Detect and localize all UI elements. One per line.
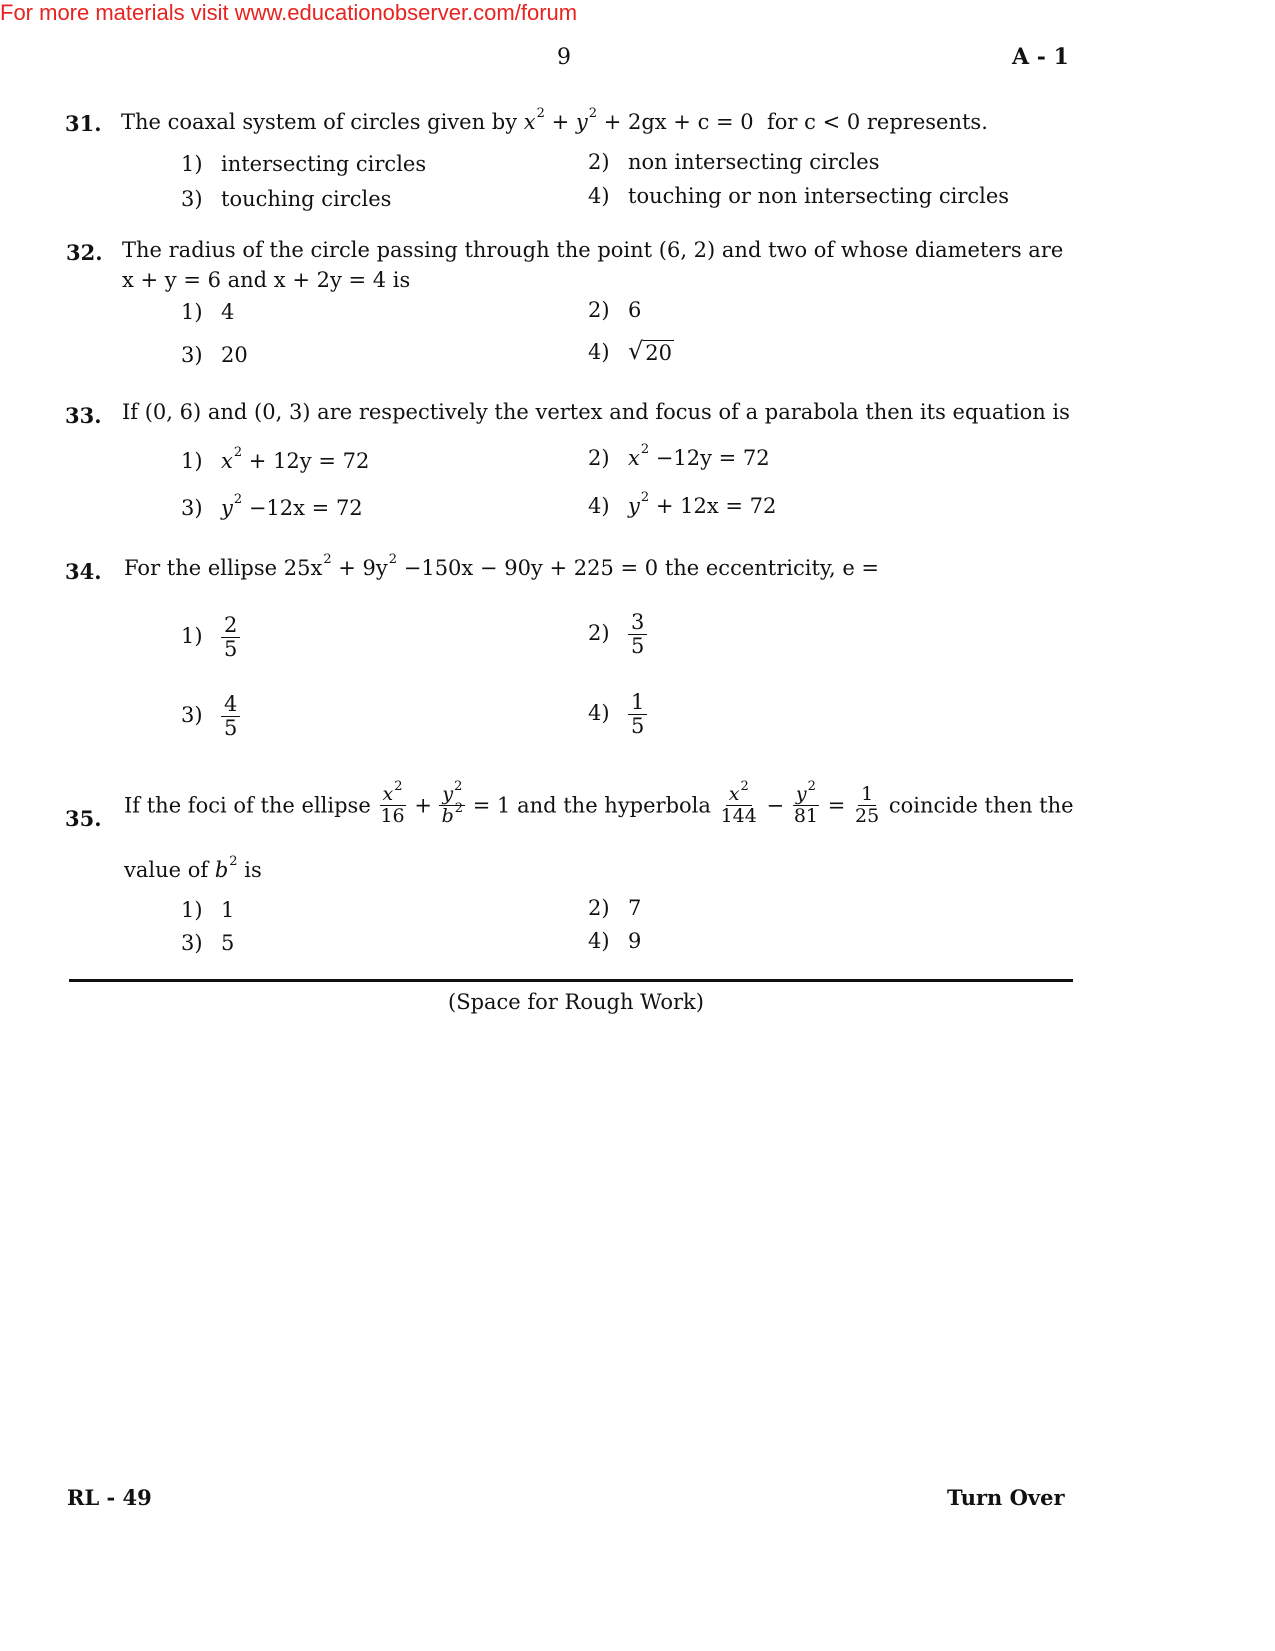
question-32-text-line-1: The radius of the circle passing through the point (6, 2) and two of whose diameters are xyxy=(122,238,1064,262)
question-35-option-4: 4) 9 xyxy=(588,929,642,953)
fraction: $\frac{3}{5}$ xyxy=(628,611,647,658)
section-divider xyxy=(69,979,1073,982)
ellipse-x-term: $\frac{x^2}{16}$ xyxy=(380,779,405,827)
question-35-text-line-1: If the foci of the ellipse $\frac{x^2}{16}$ + $\frac{y^2}{b^2}$ = 1 and the hyperbola $\frac{x^2}{144}$ − $\frac{y^2}{81}$ = $\frac{1}{25}$ coincide then the xyxy=(124,779,1074,827)
footer-booklet-code: RL - 49 xyxy=(67,1485,152,1510)
question-34-option-1: 1) $\frac{2}{5}$ xyxy=(181,614,240,661)
fraction: $\frac{2}{5}$ xyxy=(221,614,240,661)
question-33-option-2: 2) $x^2 -12y = 72$ xyxy=(588,442,770,470)
question-31-number: 31. xyxy=(65,111,102,136)
question-35-option-3: 3) 5 xyxy=(181,931,235,955)
question-35-number: 35. xyxy=(65,806,102,831)
footer-turn-over: Turn Over xyxy=(947,1485,1065,1510)
question-32-option-4: 4) √ 20 xyxy=(588,337,673,365)
question-34-option-2: 2) $\frac{3}{5}$ xyxy=(588,611,647,658)
question-32-option-3: 3) 20 xyxy=(181,343,248,367)
fraction: $\frac{4}{5}$ xyxy=(221,693,240,740)
source-banner[interactable]: For more materials visit www.educationobserver.com/forum xyxy=(0,0,578,25)
question-31-option-1: 1) intersecting circles xyxy=(181,152,427,176)
question-35-option-1: 1) 1 xyxy=(181,898,235,922)
question-33-option-4: 4) $y^2 + 12x = 72$ xyxy=(588,490,777,518)
question-34-text: For the ellipse $25x^2 + 9y^2 -150x - 90y + 225 = 0$ the eccentricity, e = xyxy=(124,552,880,580)
fraction: $\frac{1}{5}$ xyxy=(628,691,647,738)
ellipse-y-term: $\frac{y^2}{b^2}$ xyxy=(439,784,466,827)
hyperbola-rhs: $\frac{1}{25}$ xyxy=(855,783,880,827)
question-34-option-4: 4) $\frac{1}{5}$ xyxy=(588,691,647,738)
rough-work-label: (Space for Rough Work) xyxy=(448,990,704,1014)
question-35-text-line-2: value of $b^2$ is xyxy=(124,854,262,882)
question-32-option-1: 1) 4 xyxy=(181,300,235,324)
question-31-option-3: 3) touching circles xyxy=(181,187,392,211)
question-32-option-2: 2) 6 xyxy=(588,298,642,322)
question-32-text-line-2: x + y = 6 and x + 2y = 4 is xyxy=(122,268,411,292)
question-31-option-4: 4) touching or non intersecting circles xyxy=(588,184,1010,208)
question-32-number: 32. xyxy=(66,240,103,265)
question-33-option-3: 3) $y^2 -12x = 72$ xyxy=(181,492,363,520)
question-34-option-3: 3) $\frac{4}{5}$ xyxy=(181,693,240,740)
hyperbola-y-term: $\frac{y^2}{81}$ xyxy=(793,779,819,827)
question-33-number: 33. xyxy=(65,403,102,428)
square-root: √ 20 xyxy=(628,337,673,365)
hyperbola-x-term: $\frac{x^2}{144}$ xyxy=(720,779,757,827)
question-35-option-2: 2) 7 xyxy=(588,896,642,920)
question-34-number: 34. xyxy=(65,559,102,584)
question-33-text: If (0, 6) and (0, 3) are respectively the vertex and focus of a parabola then its equation is xyxy=(122,400,1070,424)
question-33-option-1: 1) $x^2 + 12y = 72$ xyxy=(181,445,370,473)
question-31-text: The coaxal system of circles given by $x^2 + y^2 + 2gx + c = 0$ for c < 0 represents. xyxy=(121,106,988,134)
page-number: 9 xyxy=(557,45,571,70)
paper-code: A - 1 xyxy=(1012,44,1069,70)
question-31-option-2: 2) non intersecting circles xyxy=(588,150,880,174)
